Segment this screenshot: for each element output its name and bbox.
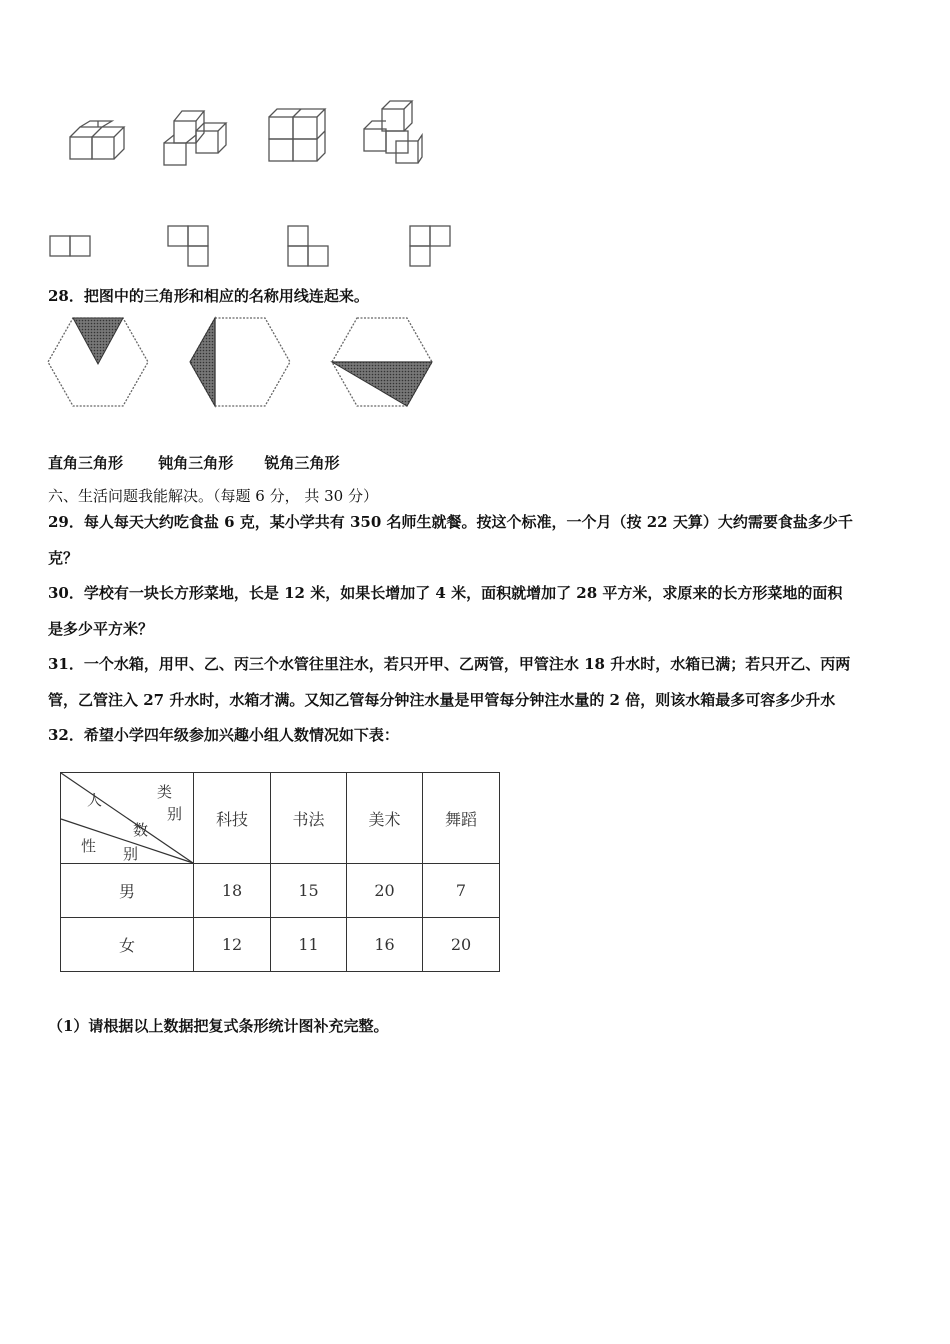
hexagon-triangles (48, 316, 448, 416)
cell-value: 7 (423, 864, 500, 918)
cell-value: 16 (347, 918, 423, 972)
triangle-acute (73, 318, 123, 364)
question-31-line-1: 31．一个水箱，用甲、乙、丙三个水管往里注水，若只开甲、乙两管，甲管注水 18 升水时，水箱已满；若只开乙、丙两 (48, 655, 851, 673)
cell-value: 15 (271, 864, 347, 918)
hexagon-3 (332, 318, 432, 406)
cube-figure-4 (364, 101, 422, 163)
category-art: 美术 (347, 773, 423, 864)
header-xing: 性 (81, 837, 97, 855)
row-label: 女 (61, 918, 194, 972)
category-tech: 科技 (194, 773, 271, 864)
question-28: 28．把图中的三角形和相应的名称用线连起来。 (48, 287, 369, 305)
category-dance: 舞蹈 (423, 773, 500, 864)
row-label: 男 (61, 864, 194, 918)
header-shu: 数 (133, 821, 149, 839)
header-ren: 人 (87, 791, 103, 809)
cube-figure-1 (70, 121, 124, 159)
triangle-obtuse (332, 362, 432, 406)
table-row-male (61, 864, 500, 918)
cell-value: 20 (423, 918, 500, 972)
name-obtuse-triangle: 钝角三角形 (158, 454, 234, 472)
diagonal-header-cell (61, 773, 194, 864)
question-30-line-1: 30．学校有一块长方形菜地，长是 12 米，如果长增加了 4 米，面积就增加了 28 平方米，求原来的长方形菜地的面积 (48, 584, 843, 602)
header-lei: 类 (157, 783, 173, 801)
section-6-title: 六、生活问题我能解决。（每题 6 分， 共 30 分） (48, 487, 378, 505)
view-figure-3 (288, 226, 328, 266)
question-32: 32．希望小学四年级参加兴趣小组人数情况如下表： (48, 726, 399, 744)
question-29-line-1: 29．每人每天大约吃食盐 6 克，某小学共有 350 名师生就餐。按这个标准，一个月（按 22 天算）大约需要食盐多少千 (48, 513, 853, 531)
view-figures-row (48, 222, 468, 272)
question-29-line-2: 克？ (48, 549, 79, 567)
cube-figure-3 (269, 109, 325, 161)
view-figure-2 (168, 226, 208, 266)
cube-figure-2 (164, 111, 226, 165)
question-31-line-2: 管，乙管注入 27 升水时，水箱才满。又知乙管每分钟注水量是甲管每分钟注水量的 2 倍，则该水箱最多可容多少升水 (48, 691, 836, 709)
triangle-names (48, 452, 340, 473)
view-figure-1 (50, 236, 90, 256)
name-right-triangle: 直角三角形 (48, 454, 124, 472)
question-30-line-2: 是多少平方米？ (48, 620, 154, 638)
interest-group-table (60, 772, 500, 972)
cell-value: 20 (347, 864, 423, 918)
triangle-right (190, 318, 215, 406)
table-row-female (61, 918, 500, 972)
cell-value: 11 (271, 918, 347, 972)
cell-value: 18 (194, 864, 271, 918)
cell-value: 12 (194, 918, 271, 972)
question-32-sub-1: （1）请根据以上数据把复式条形统计图补充完整。 (48, 1017, 389, 1035)
hexagon-1 (48, 318, 148, 406)
header-bie-2: 别 (123, 845, 139, 863)
hexagon-2 (190, 318, 290, 406)
name-acute-triangle: 锐角三角形 (264, 454, 340, 472)
header-bie-1: 别 (167, 805, 183, 823)
category-calligraphy: 书法 (271, 773, 347, 864)
view-figure-4 (410, 226, 450, 266)
cube-figures-row (60, 95, 480, 175)
